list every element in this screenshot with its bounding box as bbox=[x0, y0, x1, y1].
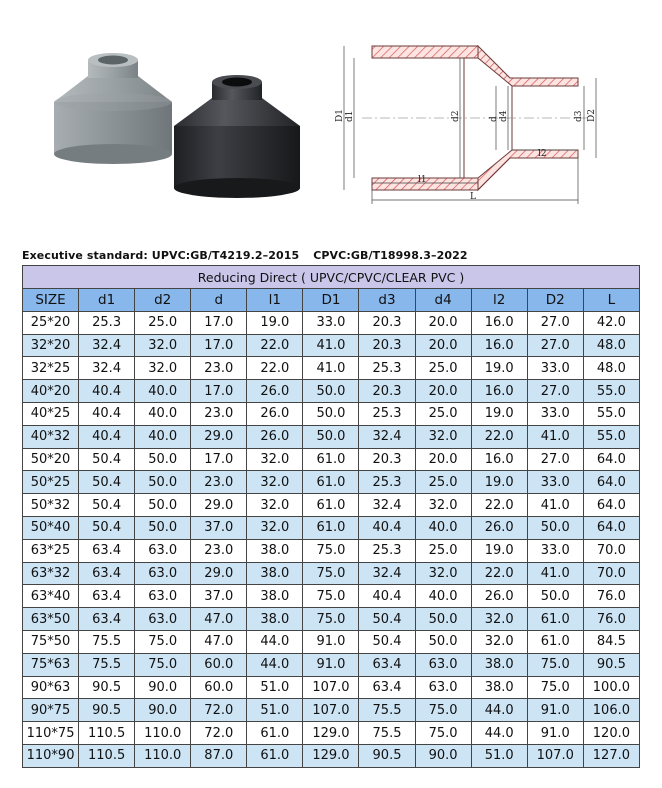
table-cell: 72.0 bbox=[191, 699, 247, 722]
executive-standard bbox=[22, 249, 478, 262]
table-cell: 50.0 bbox=[415, 608, 471, 631]
table-cell: 29.0 bbox=[191, 562, 247, 585]
table-cell: 50.0 bbox=[527, 585, 583, 608]
table-cell: 38.0 bbox=[247, 585, 303, 608]
table-row bbox=[23, 676, 640, 699]
table-cell: 110.5 bbox=[79, 722, 135, 745]
table-row bbox=[23, 402, 640, 425]
table-cell: 75.0 bbox=[303, 562, 359, 585]
table-row bbox=[23, 539, 640, 562]
table-cell: 32.0 bbox=[247, 516, 303, 539]
table-cell: 120.0 bbox=[583, 722, 639, 745]
table-cell: 44.0 bbox=[471, 722, 527, 745]
table-cell: 23.0 bbox=[191, 471, 247, 494]
table-cell: 29.0 bbox=[191, 425, 247, 448]
table-cell: 32.4 bbox=[359, 425, 415, 448]
table-cell: 20.0 bbox=[415, 311, 471, 334]
table-cell: 37.0 bbox=[191, 585, 247, 608]
table-cell: 17.0 bbox=[191, 380, 247, 403]
table-cell: 61.0 bbox=[303, 516, 359, 539]
table-cell: 20.3 bbox=[359, 448, 415, 471]
dimension-table bbox=[22, 265, 640, 768]
standard-upvc: Executive standard: UPVC:GB/T4219.2–2015 bbox=[22, 249, 300, 262]
table-cell: 64.0 bbox=[583, 516, 639, 539]
table-cell: 75*50 bbox=[23, 630, 79, 653]
table-cell: 55.0 bbox=[583, 425, 639, 448]
table-cell: 63.0 bbox=[135, 539, 191, 562]
label-D1: D1 bbox=[335, 109, 345, 122]
label-d2: d2 bbox=[451, 110, 461, 122]
table-cell: 25.3 bbox=[359, 357, 415, 380]
table-cell: 110.0 bbox=[135, 722, 191, 745]
table-cell: 40.0 bbox=[415, 585, 471, 608]
table-cell: 90.0 bbox=[135, 699, 191, 722]
table-cell: 63.4 bbox=[79, 562, 135, 585]
table-header-row bbox=[23, 289, 640, 312]
table-cell: 25*20 bbox=[23, 311, 79, 334]
table-title: Reducing Direct ( UPVC/CPVC/CLEAR PVC ) bbox=[23, 266, 640, 289]
table-cell: 41.0 bbox=[303, 357, 359, 380]
table-cell: 20.0 bbox=[415, 448, 471, 471]
table-cell: 75.5 bbox=[359, 699, 415, 722]
table-cell: 87.0 bbox=[191, 744, 247, 767]
column-header: D1 bbox=[303, 289, 359, 312]
table-cell: 50*32 bbox=[23, 494, 79, 517]
table-cell: 40.4 bbox=[359, 585, 415, 608]
table-cell: 25.3 bbox=[359, 471, 415, 494]
table-cell: 50*20 bbox=[23, 448, 79, 471]
column-header: d bbox=[191, 289, 247, 312]
table-cell: 75.0 bbox=[303, 608, 359, 631]
table-cell: 32.0 bbox=[471, 608, 527, 631]
column-header: D2 bbox=[527, 289, 583, 312]
table-cell: 32.0 bbox=[415, 425, 471, 448]
table-cell: 63.0 bbox=[135, 562, 191, 585]
technical-drawing bbox=[332, 38, 622, 206]
table-cell: 44.0 bbox=[471, 699, 527, 722]
table-row bbox=[23, 562, 640, 585]
table-cell: 91.0 bbox=[527, 699, 583, 722]
table-cell: 33.0 bbox=[527, 402, 583, 425]
table-cell: 63*50 bbox=[23, 608, 79, 631]
table-cell: 26.0 bbox=[247, 402, 303, 425]
table-cell: 61.0 bbox=[303, 494, 359, 517]
table-row bbox=[23, 630, 640, 653]
table-row bbox=[23, 448, 640, 471]
table-cell: 51.0 bbox=[247, 676, 303, 699]
table-cell: 32.4 bbox=[359, 494, 415, 517]
table-body bbox=[23, 311, 640, 767]
table-cell: 51.0 bbox=[471, 744, 527, 767]
table-cell: 27.0 bbox=[527, 380, 583, 403]
table-cell: 63.0 bbox=[415, 676, 471, 699]
table-cell: 25.0 bbox=[415, 357, 471, 380]
table-cell: 64.0 bbox=[583, 448, 639, 471]
table-cell: 107.0 bbox=[527, 744, 583, 767]
table-cell: 32.4 bbox=[79, 334, 135, 357]
table-cell: 27.0 bbox=[527, 311, 583, 334]
table-cell: 63.4 bbox=[359, 653, 415, 676]
table-cell: 61.0 bbox=[303, 448, 359, 471]
label-d1: d1 bbox=[345, 110, 355, 122]
label-d: d bbox=[489, 116, 499, 122]
table-cell: 110*75 bbox=[23, 722, 79, 745]
label-l2: l2 bbox=[538, 149, 547, 159]
table-cell: 76.0 bbox=[583, 608, 639, 631]
table-cell: 27.0 bbox=[527, 448, 583, 471]
table-cell: 25.3 bbox=[359, 402, 415, 425]
table-cell: 50.4 bbox=[79, 494, 135, 517]
table-cell: 25.0 bbox=[415, 402, 471, 425]
table-cell: 110*90 bbox=[23, 744, 79, 767]
table-cell: 75.5 bbox=[79, 630, 135, 653]
table-cell: 63*32 bbox=[23, 562, 79, 585]
table-cell: 17.0 bbox=[191, 334, 247, 357]
column-header: SIZE bbox=[23, 289, 79, 312]
product-photo bbox=[44, 40, 314, 210]
table-cell: 75.0 bbox=[135, 653, 191, 676]
table-cell: 25.0 bbox=[415, 471, 471, 494]
table-cell: 26.0 bbox=[247, 425, 303, 448]
table-cell: 16.0 bbox=[471, 311, 527, 334]
table-cell: 32.0 bbox=[247, 494, 303, 517]
table-cell: 50.4 bbox=[79, 516, 135, 539]
table-row bbox=[23, 311, 640, 334]
table-cell: 50.4 bbox=[79, 448, 135, 471]
column-header: d1 bbox=[79, 289, 135, 312]
table-cell: 75.0 bbox=[135, 630, 191, 653]
table-cell: 61.0 bbox=[247, 722, 303, 745]
table-cell: 90.5 bbox=[79, 699, 135, 722]
label-d3: d3 bbox=[574, 110, 584, 122]
table-cell: 41.0 bbox=[527, 425, 583, 448]
table-cell: 50*40 bbox=[23, 516, 79, 539]
table-cell: 22.0 bbox=[471, 494, 527, 517]
table-cell: 84.5 bbox=[583, 630, 639, 653]
table-cell: 60.0 bbox=[191, 676, 247, 699]
table-cell: 61.0 bbox=[247, 744, 303, 767]
table-cell: 20.3 bbox=[359, 334, 415, 357]
table-cell: 50.0 bbox=[303, 402, 359, 425]
table-cell: 38.0 bbox=[471, 653, 527, 676]
table-cell: 32.0 bbox=[247, 471, 303, 494]
table-cell: 63.4 bbox=[79, 608, 135, 631]
table-cell: 16.0 bbox=[471, 334, 527, 357]
table-cell: 110.0 bbox=[135, 744, 191, 767]
table-cell: 40.4 bbox=[359, 516, 415, 539]
label-l1: l1 bbox=[418, 175, 427, 185]
table-cell: 106.0 bbox=[583, 699, 639, 722]
table-cell: 63*25 bbox=[23, 539, 79, 562]
table-cell: 55.0 bbox=[583, 380, 639, 403]
table-cell: 20.3 bbox=[359, 311, 415, 334]
table-cell: 33.0 bbox=[527, 357, 583, 380]
table-row bbox=[23, 585, 640, 608]
table-cell: 50.0 bbox=[135, 471, 191, 494]
table-cell: 90.0 bbox=[135, 676, 191, 699]
table-row bbox=[23, 494, 640, 517]
table-cell: 23.0 bbox=[191, 402, 247, 425]
table-cell: 61.0 bbox=[527, 630, 583, 653]
table-cell: 23.0 bbox=[191, 539, 247, 562]
table-cell: 90.0 bbox=[415, 744, 471, 767]
table-cell: 40.0 bbox=[415, 516, 471, 539]
table-cell: 40.4 bbox=[79, 425, 135, 448]
table-cell: 19.0 bbox=[471, 357, 527, 380]
table-cell: 40.4 bbox=[79, 380, 135, 403]
table-cell: 19.0 bbox=[471, 471, 527, 494]
table-cell: 100.0 bbox=[583, 676, 639, 699]
table-cell: 90.5 bbox=[583, 653, 639, 676]
table-cell: 41.0 bbox=[527, 562, 583, 585]
table-cell: 51.0 bbox=[247, 699, 303, 722]
table-cell: 32*25 bbox=[23, 357, 79, 380]
table-cell: 50.0 bbox=[135, 448, 191, 471]
table-cell: 50.0 bbox=[527, 516, 583, 539]
table-row bbox=[23, 425, 640, 448]
table-cell: 64.0 bbox=[583, 494, 639, 517]
table-cell: 75.0 bbox=[527, 676, 583, 699]
table-cell: 22.0 bbox=[247, 357, 303, 380]
table-row bbox=[23, 334, 640, 357]
table-cell: 50.0 bbox=[135, 494, 191, 517]
column-header: d4 bbox=[415, 289, 471, 312]
label-d4: d4 bbox=[499, 110, 509, 122]
table-cell: 50.4 bbox=[79, 471, 135, 494]
table-cell: 41.0 bbox=[303, 334, 359, 357]
table-cell: 63.4 bbox=[79, 585, 135, 608]
column-header: d3 bbox=[359, 289, 415, 312]
table-cell: 29.0 bbox=[191, 494, 247, 517]
table-cell: 127.0 bbox=[583, 744, 639, 767]
table-cell: 75.0 bbox=[415, 699, 471, 722]
table-cell: 17.0 bbox=[191, 448, 247, 471]
table-cell: 50.4 bbox=[359, 608, 415, 631]
standard-cpvc: CPVC:GB/T18998.3–2022 bbox=[313, 249, 468, 262]
column-header: L bbox=[583, 289, 639, 312]
table-cell: 75.0 bbox=[527, 653, 583, 676]
table-cell: 64.0 bbox=[583, 471, 639, 494]
table-cell: 61.0 bbox=[303, 471, 359, 494]
table-cell: 91.0 bbox=[527, 722, 583, 745]
table-cell: 19.0 bbox=[471, 539, 527, 562]
black-fitting bbox=[174, 75, 300, 198]
table-cell: 40*25 bbox=[23, 402, 79, 425]
table-cell: 75.5 bbox=[79, 653, 135, 676]
table-cell: 37.0 bbox=[191, 516, 247, 539]
label-L: L bbox=[470, 192, 476, 202]
table-cell: 129.0 bbox=[303, 722, 359, 745]
table-cell: 22.0 bbox=[471, 562, 527, 585]
label-D2: D2 bbox=[587, 109, 597, 122]
table-cell: 63.4 bbox=[359, 676, 415, 699]
table-cell: 26.0 bbox=[471, 585, 527, 608]
table-row bbox=[23, 722, 640, 745]
table-cell: 40.0 bbox=[135, 402, 191, 425]
table-row bbox=[23, 380, 640, 403]
table-cell: 20.0 bbox=[415, 380, 471, 403]
table-cell: 61.0 bbox=[527, 608, 583, 631]
table-cell: 72.0 bbox=[191, 722, 247, 745]
table-cell: 90.5 bbox=[359, 744, 415, 767]
table-cell: 107.0 bbox=[303, 676, 359, 699]
grey-fitting bbox=[54, 53, 172, 164]
table-cell: 75.0 bbox=[303, 585, 359, 608]
table-cell: 20.0 bbox=[415, 334, 471, 357]
table-cell: 19.0 bbox=[247, 311, 303, 334]
table-cell: 16.0 bbox=[471, 448, 527, 471]
table-cell: 55.0 bbox=[583, 402, 639, 425]
table-row bbox=[23, 653, 640, 676]
table-cell: 16.0 bbox=[471, 380, 527, 403]
table-cell: 17.0 bbox=[191, 311, 247, 334]
table-cell: 50.0 bbox=[415, 630, 471, 653]
table-cell: 63.0 bbox=[135, 585, 191, 608]
table-cell: 33.0 bbox=[303, 311, 359, 334]
table-cell: 90*63 bbox=[23, 676, 79, 699]
table-cell: 63*40 bbox=[23, 585, 79, 608]
table-cell: 32.0 bbox=[415, 494, 471, 517]
table-row bbox=[23, 357, 640, 380]
table-cell: 50.0 bbox=[303, 380, 359, 403]
table-cell: 19.0 bbox=[471, 402, 527, 425]
table-row bbox=[23, 744, 640, 767]
table-cell: 75.0 bbox=[303, 539, 359, 562]
table-cell: 50.0 bbox=[135, 516, 191, 539]
table-cell: 26.0 bbox=[471, 516, 527, 539]
table-cell: 63.4 bbox=[79, 539, 135, 562]
table-cell: 48.0 bbox=[583, 357, 639, 380]
table-cell: 38.0 bbox=[247, 562, 303, 585]
table-cell: 22.0 bbox=[247, 334, 303, 357]
table-cell: 50*25 bbox=[23, 471, 79, 494]
table-cell: 47.0 bbox=[191, 630, 247, 653]
table-cell: 26.0 bbox=[247, 380, 303, 403]
table-cell: 32.0 bbox=[415, 562, 471, 585]
table-cell: 40.4 bbox=[79, 402, 135, 425]
table-cell: 25.3 bbox=[79, 311, 135, 334]
table-cell: 75*63 bbox=[23, 653, 79, 676]
table-cell: 32.0 bbox=[471, 630, 527, 653]
table-cell: 38.0 bbox=[471, 676, 527, 699]
table-cell: 129.0 bbox=[303, 744, 359, 767]
table-cell: 44.0 bbox=[247, 630, 303, 653]
table-row bbox=[23, 608, 640, 631]
column-header: l2 bbox=[471, 289, 527, 312]
table-cell: 91.0 bbox=[303, 630, 359, 653]
table-cell: 32*20 bbox=[23, 334, 79, 357]
table-row bbox=[23, 471, 640, 494]
table-cell: 90.5 bbox=[79, 676, 135, 699]
table-cell: 25.3 bbox=[359, 539, 415, 562]
table-cell: 22.0 bbox=[471, 425, 527, 448]
table-row bbox=[23, 516, 640, 539]
table-cell: 60.0 bbox=[191, 653, 247, 676]
table-cell: 33.0 bbox=[527, 539, 583, 562]
table-cell: 32.0 bbox=[247, 448, 303, 471]
table-cell: 38.0 bbox=[247, 608, 303, 631]
table-cell: 32.4 bbox=[79, 357, 135, 380]
table-cell: 40.0 bbox=[135, 380, 191, 403]
column-header: l1 bbox=[247, 289, 303, 312]
table-cell: 50.0 bbox=[303, 425, 359, 448]
table-cell: 32.0 bbox=[135, 357, 191, 380]
table-cell: 50.4 bbox=[359, 630, 415, 653]
table-cell: 90*75 bbox=[23, 699, 79, 722]
table-cell: 33.0 bbox=[527, 471, 583, 494]
table-cell: 48.0 bbox=[583, 334, 639, 357]
table-cell: 42.0 bbox=[583, 311, 639, 334]
table-cell: 25.0 bbox=[135, 311, 191, 334]
table-cell: 40*20 bbox=[23, 380, 79, 403]
table-cell: 23.0 bbox=[191, 357, 247, 380]
table-cell: 38.0 bbox=[247, 539, 303, 562]
table-cell: 20.3 bbox=[359, 380, 415, 403]
table-cell: 75.0 bbox=[415, 722, 471, 745]
table-cell: 76.0 bbox=[583, 585, 639, 608]
table-cell: 70.0 bbox=[583, 539, 639, 562]
table-cell: 25.0 bbox=[415, 539, 471, 562]
table-cell: 107.0 bbox=[303, 699, 359, 722]
table-cell: 32.4 bbox=[359, 562, 415, 585]
table-row bbox=[23, 699, 640, 722]
table-cell: 110.5 bbox=[79, 744, 135, 767]
column-header: d2 bbox=[135, 289, 191, 312]
table-cell: 63.0 bbox=[135, 608, 191, 631]
table-cell: 63.0 bbox=[415, 653, 471, 676]
table-cell: 75.5 bbox=[359, 722, 415, 745]
table-cell: 27.0 bbox=[527, 334, 583, 357]
table-cell: 32.0 bbox=[135, 334, 191, 357]
table-cell: 40*32 bbox=[23, 425, 79, 448]
table-cell: 40.0 bbox=[135, 425, 191, 448]
table-cell: 70.0 bbox=[583, 562, 639, 585]
table-cell: 44.0 bbox=[247, 653, 303, 676]
table-cell: 41.0 bbox=[527, 494, 583, 517]
table-cell: 47.0 bbox=[191, 608, 247, 631]
table-cell: 91.0 bbox=[303, 653, 359, 676]
